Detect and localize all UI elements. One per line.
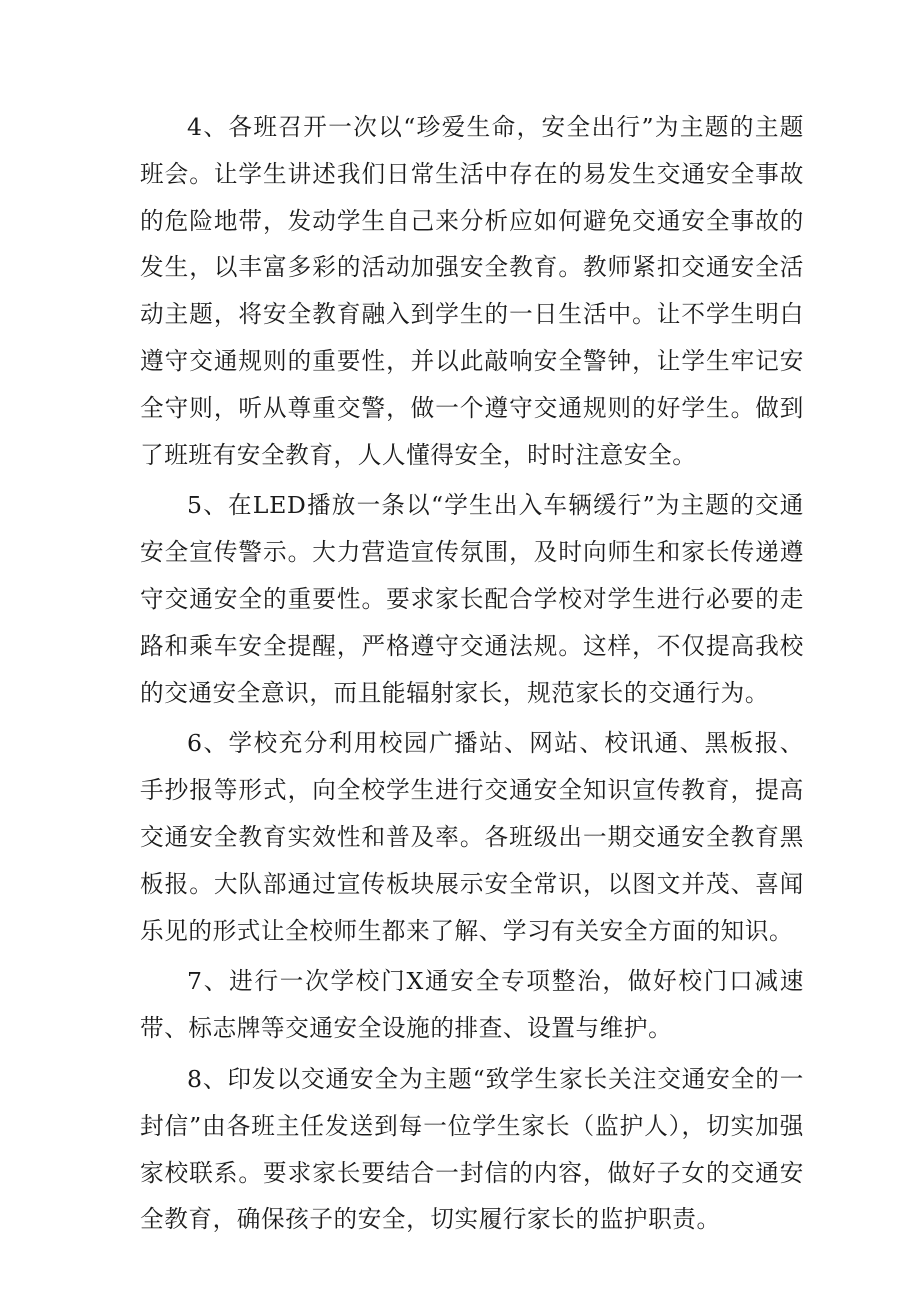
document-body: [140, 104, 804, 1243]
paragraph-item-5: 5、在LED播放一条以“学生出入车辆缓行”为主题的交通安全宣传警示。大力营造宣传氛围，及时向师生和家长传递遵守交通安全的重要性。要求家长配合学校对学生进行必要的走路和乘车安全提醒，严格遵守交通法规。这样，不仅提高我校的交通安全意识，而且能辐射家长，规范家长的交通行为。: [140, 491, 804, 707]
paragraph-item-7: 7、进行一次学校门X通安全专项整治，做好校门口减速带、标志牌等交通安全设施的排查、设置与维护。: [140, 967, 804, 1043]
paragraph-item-8: 8、印发以交通安全为主题“致学生家长关注交通安全的一封信”由各班主任发送到每一位学生家长（监护人），切实加强家校联系。要求家长要结合一封信的内容，做好子女的交通安全教育，确保孩子的安全，切实履行家长的监护职责。: [140, 1064, 804, 1234]
paragraph-item-4: 4、各班召开一次以“珍爱生命，安全出行”为主题的主题班会。让学生讲述我们日常生活中存在的易发生交通安全事故的危险地带，发动学生自己来分析应如何避免交通安全事故的发生，以丰富多彩的活动加强安全教育。教师紧扣交通安全活动主题，将安全教育融入到学生的一日生活中。让不学生明白遵守交通规则的重要性，并以此敲响安全警钟，让学生牢记安全守则，听从尊重交警，做一个遵守交通规则的好学生。做到了班班有安全教育，人人懂得安全，时时注意安全。: [140, 113, 804, 469]
paragraph-item-6: 6、学校充分利用校园广播站、网站、校讯通、黑板报、手抄报等形式，向全校学生进行交通安全知识宣传教育，提高交通安全教育实效性和普及率。各班级出一期交通安全教育黑板报。大队部通过宣传板块展示安全常识，以图文并茂、喜闻乐见的形式让全校师生都来了解、学习有关安全方面的知识。: [140, 729, 804, 945]
